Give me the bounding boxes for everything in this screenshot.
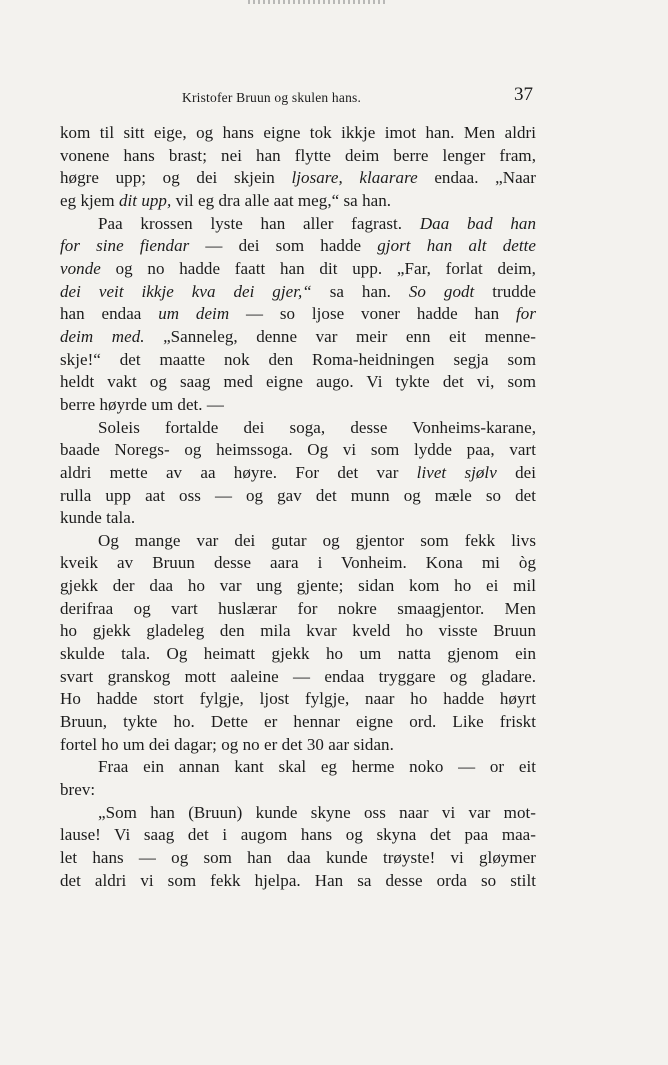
text-line <box>60 847 536 870</box>
italic-text: So godt <box>408 281 475 301</box>
text-segment: sa han. <box>311 281 409 301</box>
text-line <box>60 870 536 893</box>
text-segment: skje!“ det maatte nok den Roma-heidningen segja som <box>60 349 536 369</box>
text-segment: svart granskog mott aaleine — endaa tryggare og gladare. <box>60 666 536 686</box>
text-line <box>60 666 536 689</box>
text-segment: „Som han (Bruun) kunde skyne oss naar vi var mot- <box>98 802 536 822</box>
text-segment: Paa krossen lyste han aller fagrast. <box>98 213 420 233</box>
text-segment: fortel ho um dei dagar; og no er det 30 aar sidan. <box>60 734 394 754</box>
running-head <box>60 84 536 112</box>
text-line <box>60 326 536 349</box>
text-segment: aldri mette av aa høyre. For det var <box>60 462 417 482</box>
italic-text: vonde <box>60 258 101 278</box>
text-line <box>60 485 536 508</box>
text-segment: brev: <box>60 780 96 800</box>
text-segment: rulla upp aat oss — og gav det munn og mæle so det <box>60 485 536 505</box>
text-segment: det aldri vi som fekk hjelpa. Han sa desse orda so stilt <box>60 870 536 890</box>
italic-text: um deim <box>158 304 230 324</box>
text-segment: Fraa ein annan kant skal eg herme noko — or eit <box>98 757 536 777</box>
italic-text: livet sjølv <box>416 462 497 482</box>
italic-text: dit upp, <box>118 190 172 210</box>
text-segment: høgre upp; og dei skjein <box>60 168 292 188</box>
text-line <box>60 417 536 440</box>
text-segment: dei <box>496 462 536 482</box>
text-segment: eg kjem <box>60 190 119 210</box>
text-line <box>60 756 536 779</box>
text-segment: — so ljose voner hadde han <box>229 304 516 324</box>
text-segment: og no hadde faatt han dit upp. „Far, forlat deim, <box>100 258 536 278</box>
text-segment: kom til sitt eige, og hans eigne tok ikkje imot han. Men aldri <box>60 123 536 142</box>
scan-edge-mark <box>248 0 388 4</box>
text-line <box>60 258 536 281</box>
text-segment: vonene hans brast; nei han flytte deim berre lenger fram, <box>60 145 536 165</box>
text-segment: Bruun, tykte ho. Dette er hennar eigne ord. Like friskt <box>60 712 536 732</box>
text-segment: berre høyrde um det. — <box>60 394 224 414</box>
italic-text: dei veit ikkje kva dei gjer,“ <box>60 281 312 301</box>
text-line <box>60 802 536 825</box>
text-segment: trudde <box>474 281 537 301</box>
text-segment: ho gjekk gladeleg den mila kvar kveld ho visste Bruun <box>60 621 536 641</box>
text-segment: han endaa <box>60 304 159 324</box>
text-segment: — dei som hadde <box>189 236 378 256</box>
italic-text: ljosare, klaarare <box>291 168 418 188</box>
text-segment: vil eg dra alle aat meg,“ sa han. <box>171 190 392 210</box>
text-segment: kveik av Bruun desse aara i Vonheim. Kona mi òg <box>60 553 536 573</box>
text-segment: endaa. „Naar <box>417 168 536 188</box>
text-segment: lause! Vi saag det i augom hans og skyna det paa maa- <box>60 825 536 845</box>
text-line <box>60 824 536 847</box>
body-text <box>60 122 536 892</box>
text-line <box>60 779 536 802</box>
text-segment: „Sanneleg, denne var meir enn eit menne- <box>144 326 536 346</box>
italic-text: deim med. <box>60 326 145 346</box>
text-line <box>60 122 536 145</box>
text-line <box>60 303 536 326</box>
text-line <box>60 507 536 530</box>
text-segment: gjekk der daa ho var ung gjente; sidan kom ho ei mil <box>60 576 536 596</box>
text-segment: Ho hadde stort fylgje, ljost fylgje, naar ho hadde høyrt <box>60 689 536 709</box>
book-page <box>60 84 536 892</box>
text-line <box>60 394 536 417</box>
text-line <box>60 688 536 711</box>
italic-text: Daa bad han <box>419 213 537 233</box>
text-line <box>60 711 536 734</box>
text-line <box>60 190 536 213</box>
text-line <box>60 145 536 168</box>
text-segment: heldt vakt og saag med eigne augo. Vi tykte det vi, som <box>60 372 536 392</box>
text-segment: Og mange var dei gutar og gjentor som fekk livs <box>98 530 536 550</box>
page-number: 37 <box>514 84 533 105</box>
text-line <box>60 235 536 258</box>
text-segment: derifraa og vart huslærar for nokre smaagjentor. Men <box>60 598 536 618</box>
text-segment: let hans — og som han daa kunde trøyste! vi gløymer <box>60 848 536 867</box>
italic-text: for sine fiendar <box>60 236 190 256</box>
running-title: Kristofer Bruun og skulen hans. <box>182 90 362 105</box>
text-line <box>60 281 536 304</box>
text-segment: baade Noregs- og heimssoga. Og vi som lydde paa, vart <box>60 440 536 460</box>
text-segment: Soleis fortalde dei soga, desse Vonheims-karane, <box>98 417 536 437</box>
text-line <box>60 371 536 394</box>
text-line <box>60 598 536 621</box>
italic-text: for <box>516 304 536 324</box>
text-line <box>60 349 536 372</box>
text-line <box>60 167 536 190</box>
text-line <box>60 552 536 575</box>
text-line <box>60 462 536 485</box>
text-segment: skulde tala. Og heimatt gjekk ho um natta gjenom ein <box>60 644 536 664</box>
text-line <box>60 643 536 666</box>
text-line <box>60 530 536 553</box>
text-line <box>60 620 536 643</box>
text-line <box>60 439 536 462</box>
text-segment: kunde tala. <box>60 508 136 528</box>
text-line <box>60 575 536 598</box>
text-line <box>60 213 536 236</box>
italic-text: gjort han alt dette <box>377 236 536 256</box>
text-line <box>60 734 536 757</box>
